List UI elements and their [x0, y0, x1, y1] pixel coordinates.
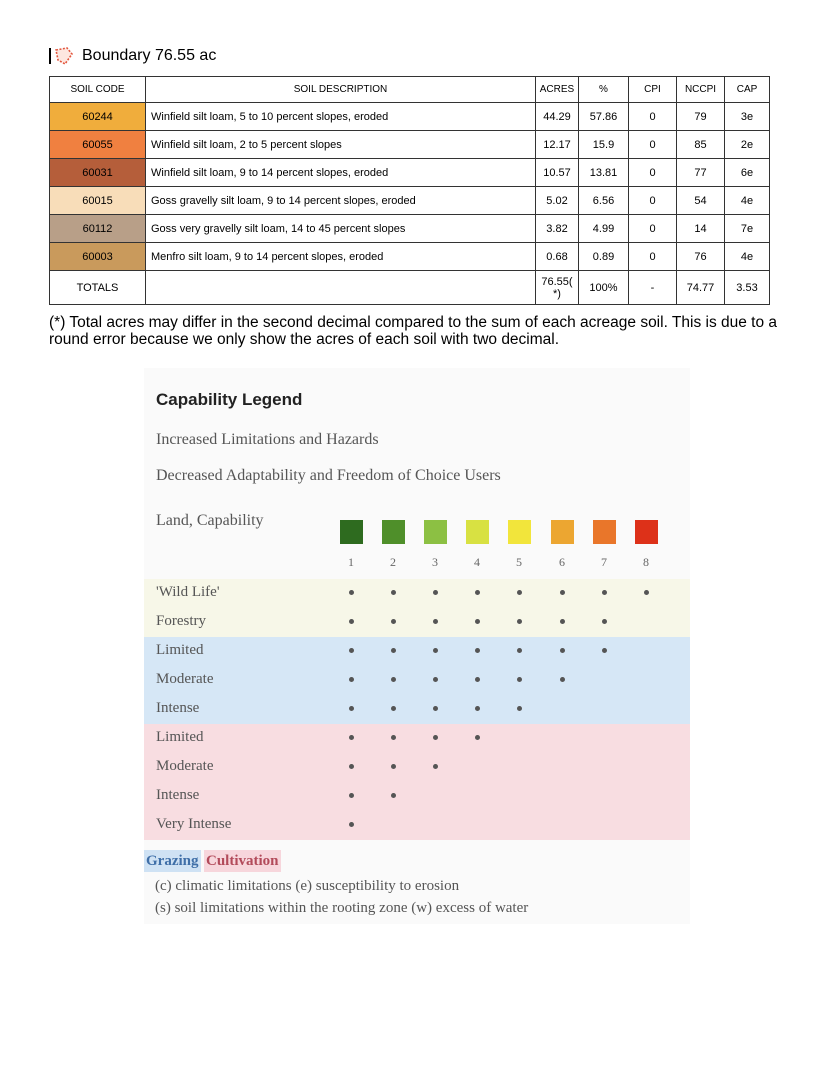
class-8-swatch: [635, 520, 658, 544]
capability-dot: [602, 619, 607, 624]
table-row: [50, 159, 770, 187]
use-row-label: Intense: [156, 700, 200, 716]
class-5-swatch: [508, 520, 531, 544]
table-row: [50, 243, 770, 271]
legend-limitations-text: Increased Limitations and Hazards: [156, 431, 379, 448]
cap-cell: 6e: [725, 159, 770, 187]
limitation-codes-line2: (s) soil limitations within the rooting zone (w) excess of water: [155, 900, 529, 916]
totals-acres-line1: 76.55(: [541, 275, 573, 288]
capability-dot: [475, 706, 480, 711]
table-header-row: [50, 77, 770, 103]
soil-description-cell: Winfield silt loam, 9 to 14 percent slopes, eroded: [146, 159, 536, 187]
capability-legend: [144, 368, 690, 924]
soil-code-cell: 60244: [50, 103, 146, 131]
capability-dot: [560, 590, 565, 595]
nccpi-cell: 54: [677, 187, 725, 215]
totals-percent: 100%: [579, 271, 629, 305]
totals-label: TOTALS: [50, 271, 146, 305]
capability-dot: [433, 619, 438, 624]
soil-code-cell: 60015: [50, 187, 146, 215]
capability-dot: [517, 706, 522, 711]
capability-dot: [560, 648, 565, 653]
use-row-cultivation-limited: [144, 724, 690, 753]
cpi-cell: 0: [629, 243, 677, 271]
capability-dot: [433, 677, 438, 682]
table-row: [50, 103, 770, 131]
land-capability-label: Land, Capability: [156, 512, 264, 529]
percent-cell: 13.81: [579, 159, 629, 187]
percent-cell: 0.89: [579, 243, 629, 271]
col-cpi: CPI: [629, 77, 677, 103]
use-row-wild-wild-life: [144, 579, 690, 608]
capability-dot: [433, 764, 438, 769]
col-acres: ACRES: [536, 77, 579, 103]
class-3-swatch: [424, 520, 447, 544]
acreage-footnote: (*) Total acres may differ in the second decimal compared to the sum of each acreage soil. This is due to a round error because we only show the acres of each soil with two decimal.: [49, 314, 778, 348]
table-row: [50, 215, 770, 243]
totals-cpi: -: [629, 271, 677, 305]
capability-dot: [349, 764, 354, 769]
totals-row: [50, 271, 770, 305]
soil-code-cell: 60112: [50, 215, 146, 243]
acres-cell: 3.82: [536, 215, 579, 243]
capability-dot: [517, 648, 522, 653]
capability-dot: [349, 648, 354, 653]
capability-dot: [391, 648, 396, 653]
cap-cell: 4e: [725, 243, 770, 271]
percent-cell: 15.9: [579, 131, 629, 159]
class-7-swatch: [593, 520, 616, 544]
use-row-grazing-moderate: [144, 666, 690, 695]
cpi-cell: 0: [629, 187, 677, 215]
use-row-cultivation-very-intense: [144, 811, 690, 840]
class-3-number: 3: [432, 555, 438, 569]
percent-cell: 57.86: [579, 103, 629, 131]
cursor-bar: [49, 48, 51, 64]
capability-dot: [475, 619, 480, 624]
boundary-icon: [54, 46, 74, 66]
capability-dot: [391, 677, 396, 682]
legend-adaptability-text: Decreased Adaptability and Freedom of Choice Users: [156, 467, 501, 484]
capability-dot: [391, 590, 396, 595]
nccpi-cell: 79: [677, 103, 725, 131]
class-1-number: 1: [348, 555, 354, 569]
use-row-label: Limited: [156, 729, 204, 745]
class-5-number: 5: [516, 555, 522, 569]
capability-dot: [391, 619, 396, 624]
capability-dot: [391, 764, 396, 769]
capability-dot: [391, 735, 396, 740]
capability-dot: [475, 648, 480, 653]
class-2-number: 2: [390, 555, 396, 569]
col-cap: CAP: [725, 77, 770, 103]
soil-table: [49, 76, 770, 305]
use-row-grazing-intense: [144, 695, 690, 724]
soil-code-cell: 60003: [50, 243, 146, 271]
capability-dot: [475, 735, 480, 740]
acres-cell: 5.02: [536, 187, 579, 215]
soil-description-cell: Winfield silt loam, 5 to 10 percent slopes, eroded: [146, 103, 536, 131]
capability-dot: [433, 735, 438, 740]
class-4-number: 4: [474, 555, 480, 569]
percent-cell: 6.56: [579, 187, 629, 215]
use-row-label: 'Wild Life': [156, 584, 220, 600]
nccpi-cell: 85: [677, 131, 725, 159]
soil-description-cell: Goss gravelly silt loam, 9 to 14 percent slopes, eroded: [146, 187, 536, 215]
capability-dot: [517, 590, 522, 595]
capability-dot: [602, 648, 607, 653]
class-6-number: 6: [559, 555, 565, 569]
capability-dot: [349, 735, 354, 740]
capability-dot: [349, 706, 354, 711]
table-row: [50, 187, 770, 215]
col-soil-description: SOIL DESCRIPTION: [146, 77, 536, 103]
percent-cell: 4.99: [579, 215, 629, 243]
capability-dot: [644, 590, 649, 595]
use-row-label: Intense: [156, 787, 200, 803]
capability-dot: [602, 590, 607, 595]
nccpi-cell: 76: [677, 243, 725, 271]
capability-dot: [349, 619, 354, 624]
cap-cell: 2e: [725, 131, 770, 159]
cpi-cell: 0: [629, 103, 677, 131]
soil-description-cell: Winfield silt loam, 2 to 5 percent slopes: [146, 131, 536, 159]
capability-dot: [433, 648, 438, 653]
col-percent: %: [579, 77, 629, 103]
capability-dot: [433, 590, 438, 595]
use-row-label: Forestry: [156, 613, 206, 629]
nccpi-cell: 77: [677, 159, 725, 187]
capability-dot: [349, 590, 354, 595]
cpi-cell: 0: [629, 215, 677, 243]
soil-description-cell: Menfro silt loam, 9 to 14 percent slopes, eroded: [146, 243, 536, 271]
acres-cell: 12.17: [536, 131, 579, 159]
totals-acres-line2: *): [553, 287, 561, 300]
limitation-codes-line1: (c) climatic limitations (e) susceptibility to erosion: [155, 878, 460, 894]
use-row-label: Moderate: [156, 758, 214, 774]
use-row-label: Limited: [156, 642, 204, 658]
class-4-swatch: [466, 520, 489, 544]
capability-dot: [560, 619, 565, 624]
cap-cell: 4e: [725, 187, 770, 215]
use-row-label: Very Intense: [156, 816, 232, 832]
cpi-cell: 0: [629, 159, 677, 187]
cpi-cell: 0: [629, 131, 677, 159]
soil-code-cell: 60031: [50, 159, 146, 187]
soil-code-cell: 60055: [50, 131, 146, 159]
capability-dot: [391, 706, 396, 711]
use-row-cultivation-intense: [144, 782, 690, 811]
totals-acres: [536, 271, 579, 305]
capability-dot: [433, 706, 438, 711]
capability-dot: [475, 590, 480, 595]
capability-dot: [349, 822, 354, 827]
class-1-swatch: [340, 520, 363, 544]
use-row-grazing-limited: [144, 637, 690, 666]
table-row: [50, 131, 770, 159]
boundary-title: Boundary 76.55 ac: [82, 47, 217, 64]
class-8-number: 8: [643, 555, 649, 569]
col-soil-code: SOIL CODE: [50, 77, 146, 103]
acres-cell: 0.68: [536, 243, 579, 271]
class-6-swatch: [551, 520, 574, 544]
capability-dot: [517, 619, 522, 624]
boundary-header: [49, 44, 216, 68]
capability-dot: [560, 677, 565, 682]
capability-dot: [475, 677, 480, 682]
capability-dot: [349, 677, 354, 682]
totals-description-cell: [146, 271, 536, 305]
capability-dot: [391, 793, 396, 798]
class-7-number: 7: [601, 555, 607, 569]
capability-dot: [349, 793, 354, 798]
acres-cell: 44.29: [536, 103, 579, 131]
nccpi-cell: 14: [677, 215, 725, 243]
acres-cell: 10.57: [536, 159, 579, 187]
grazing-label: Grazing: [144, 850, 201, 872]
capability-dot: [517, 677, 522, 682]
col-nccpi: NCCPI: [677, 77, 725, 103]
use-row-label: Moderate: [156, 671, 214, 687]
class-2-swatch: [382, 520, 405, 544]
totals-cap: 3.53: [725, 271, 770, 305]
cap-cell: 3e: [725, 103, 770, 131]
cap-cell: 7e: [725, 215, 770, 243]
cultivation-label: Cultivation: [204, 850, 281, 872]
use-row-cultivation-moderate: [144, 753, 690, 782]
soil-description-cell: Goss very gravelly silt loam, 14 to 45 percent slopes: [146, 215, 536, 243]
use-row-wild-forestry: [144, 608, 690, 637]
totals-nccpi: 74.77: [677, 271, 725, 305]
legend-title: Capability Legend: [156, 390, 303, 409]
